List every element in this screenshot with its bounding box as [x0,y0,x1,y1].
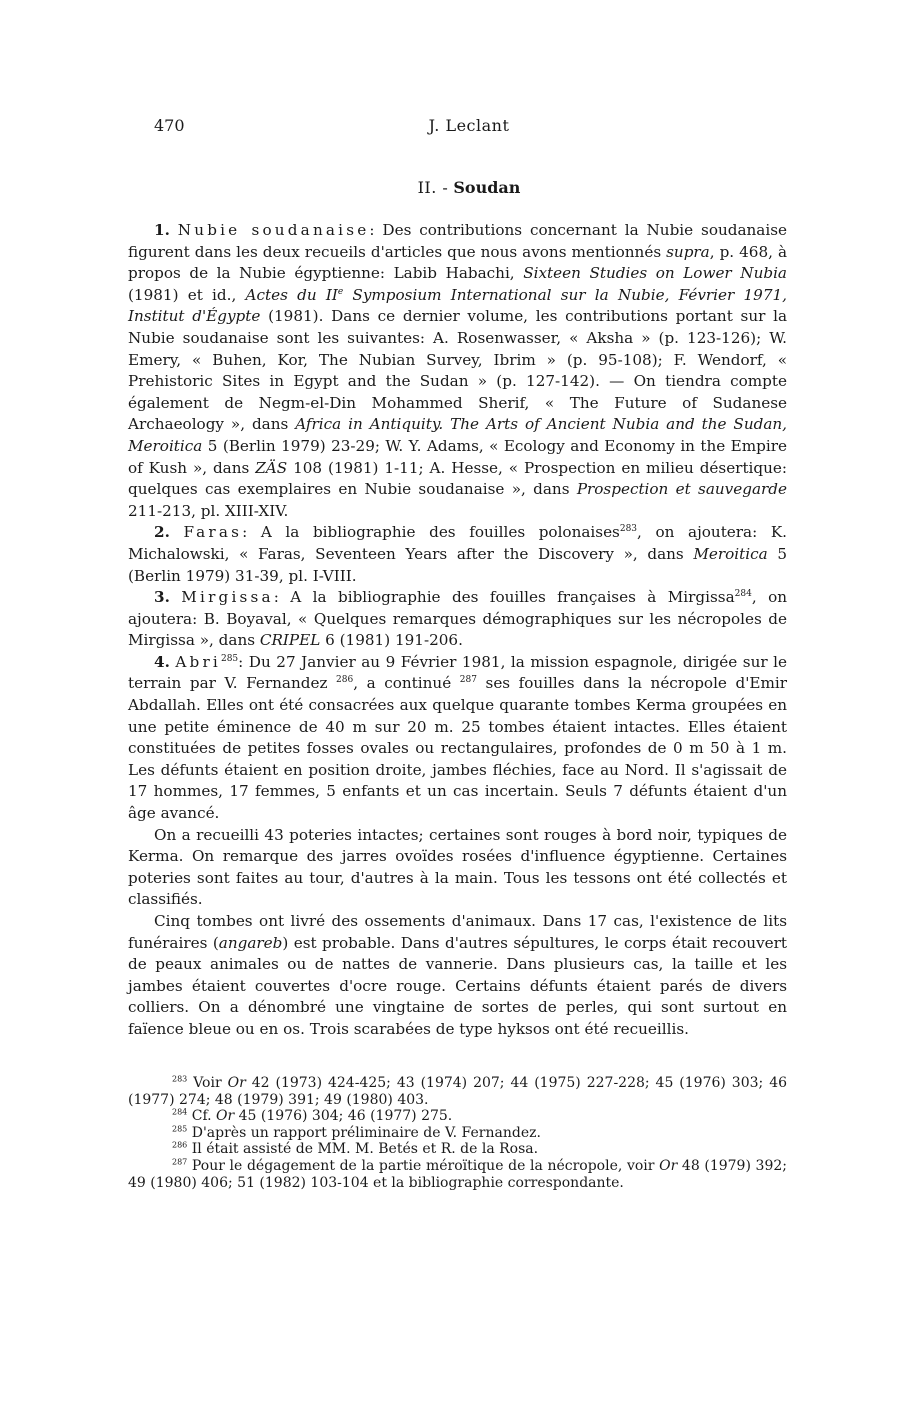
text-run: ses fouilles dans la nécropole d'Emir Abdallah. Elles ont été consacrées aux quelque quarante tombes Kerma groupées en une petite éminence de 40 m sur 20 m. 25 tombes étaient intactes. Elles étaient constituées de petites fosses ovales ou rectangulaires, profondes de 0 m 50 à 1 m. Les défunts étaient en position droite, jambes fléchies, face au Nord. Il s'agissait de 17 hommes, 17 femmes, 5 enfants et un cas incertain. Seuls 7 défunts étaient d'un âge avancé. [128,674,787,823]
text-run: 48 (1979) 392; 49 (1980) 406; 51 (1982) 103-104 et la bibliographie correspondante. [128,1157,787,1191]
footnote-number: 286 [172,1140,188,1150]
text-run: Pour le dégagement de la partie méroïtique de la nécropole, voir [191,1157,660,1174]
paragraph-faras [128,522,787,587]
text-run: 45 (1976) 304; 46 (1977) 275. [234,1108,453,1125]
text-run: (1981) et id., [128,285,246,304]
item-number: 3. [154,588,170,607]
text-run: 6 (1981) 191-206. [320,631,463,650]
superscript: e [337,286,344,297]
text-run: Voir [193,1075,228,1091]
italic-run: angareb [218,933,283,952]
footnote [128,1075,787,1108]
footnote-number: 283 [172,1074,188,1084]
body-text [128,220,787,1041]
text-run: ) est probable. Dans d'autres sépultures, le corps était recouvert de peaux animales ou de nattes de vannerie. Dans plusieurs cas, la taille et les jambes étaient couvertes d'ocre rouge. Certains défunts étaient parés de divers colliers. On a dénombré une vingtaine de sortes de perles, qui sont surtout en faïence bleue ou en os. Trois scarabées de type hyksos ont été recueillis. [128,933,787,1038]
text-run: , on ajoutera: B. Boyaval, « Quelques remarques démographiques sur les nécropoles de Mirgissa », dans [128,588,788,650]
section-number: II. - [417,178,449,197]
footnote-number: 285 [172,1124,188,1134]
paragraph-tombes [128,911,787,1041]
italic-run: ZÄS [255,458,288,477]
italic-run: Meroitica [693,544,768,563]
text-run: Il était assisté de MM. M. Betés et R. de la Rosa. [191,1141,539,1158]
running-head: J. Leclant [428,116,510,135]
footnote-ref[interactable]: 284 [734,589,752,600]
page-header [154,116,784,140]
footnote [128,1141,787,1158]
footnote [128,1125,787,1142]
text-run: , a continué [353,674,460,693]
footnote [128,1158,787,1191]
italic-run: Prospection et sauvegarde [576,480,787,499]
text-run: (1981). Dans ce dernier volume, les contributions portant sur la Nubie soudanaise sont les suivantes: A. Rosenwasser, « Aksha » (p. 123-126); W. Emery, « Buhen, Kor, The Nubian Survey, Ibrim » (p. 95-108); F. Wendorf, « Prehistoric Sites in Egypt and the Sudan » (p. 127-142). — On tiendra compte également de Negm-el-Din Mohammed Sherif, « The Future of Sudanese Archaeology », dans [128,307,787,434]
paragraph-abri [128,652,787,825]
section-heading [154,178,784,197]
footnote-ref[interactable]: 287 [459,675,477,686]
text-run: 42 (1973) 424-425; 43 (1974) 207; 44 (1975) 227-228; 45 (1976) 303; 46 (1977) 274; 48 (1979) 391; 49 (1980) 403. [128,1075,788,1108]
italic-text: Actes du II [245,285,338,304]
text-run: , p. 468, à propos de la Nubie égyptienne: Labib Habachi, [128,242,787,283]
item-number: 4. [154,652,170,671]
paragraph-poteries: On a recueilli 43 poteries intactes; certaines sont rouges à bord noir, typiques de Kerma. On remarque des jarres ovoïdes rosées d'influence égyptienne. Certaines poteries sont faites au tour, d'autres à la main. Tous les tessons ont été collectés et classifiés. [128,825,787,909]
text-run: 5 (Berlin 1979) 23-29; W. Y. Adams, « Ecology and Economy in the Empire of Kush », dans [128,436,787,477]
section-title: Soudan [453,178,521,197]
item-number: 1. [154,221,170,239]
text-run: , on ajoutera: K. Michalowski, « Faras, Seventeen Years after the Discovery », dans [128,523,787,563]
item-number: 2. [154,523,170,542]
footnote-ref[interactable]: 286 [336,675,354,686]
footnote [128,1108,787,1125]
text-run: Cf. [191,1108,217,1125]
footnotes [128,1075,787,1191]
italic-run: CRIPEL [259,631,321,650]
text-run: 5 (Berlin 1979) 31-39, pl. I-VIII. [128,544,787,585]
italic-run: Africa in Antiquity. The Arts of Ancient Nubia and the Sudan, Meroitica [128,415,787,455]
text-run: D'après un rapport préliminaire de V. Fernandez. [191,1124,541,1141]
text-run: 108 (1981) 1-11; A. Hesse, « Prospection en milieu désertique: quelques cas exemplaires en Nubie soudanaise », dans [128,458,788,499]
item-label: Faras [183,523,243,542]
italic-text: Symposium International sur la Nubie, Février 1971, Institut d'Égypte [128,285,787,326]
item-label: Abri [175,652,221,671]
footnote-ref[interactable]: 283 [619,524,638,535]
footnote-number: 287 [172,1157,188,1167]
text-run: : A la bibliographie des fouilles polonaises [242,523,620,542]
page-number: 470 [154,116,185,135]
paragraph-nubie [128,220,787,522]
italic-run: Or [227,1075,246,1091]
italic-run: supra [666,242,710,261]
text-run: : Du 27 Janvier au 9 Février 1981, la mission espagnole, dirigée sur le terrain par V. Fernandez [128,652,787,693]
text-run: 211-213, pl. XIII-XIV. [128,501,289,520]
text-run: : Des contributions concernant la Nubie soudanaise figurent dans les deux recueils d'articles que nous avons mentionnés [128,221,787,261]
text-run: : A la bibliographie des fouilles françaises à Mirgissa [273,588,735,607]
paragraph-mirgissa [128,587,787,652]
text-run: Cinq tombes ont livré des ossements d'animaux. Dans 17 cas, l'existence de lits funéraires ( [128,912,787,952]
footnote-ref[interactable]: 285 [220,653,239,664]
footnote-number: 284 [172,1107,188,1117]
italic-run: Or [659,1157,678,1174]
item-label: Mirgissa [181,588,274,607]
item-label: Nubie soudanaise [177,221,370,239]
italic-run: Or [216,1108,235,1125]
italic-run: Sixteen Studies on Lower Nubia [523,264,787,283]
